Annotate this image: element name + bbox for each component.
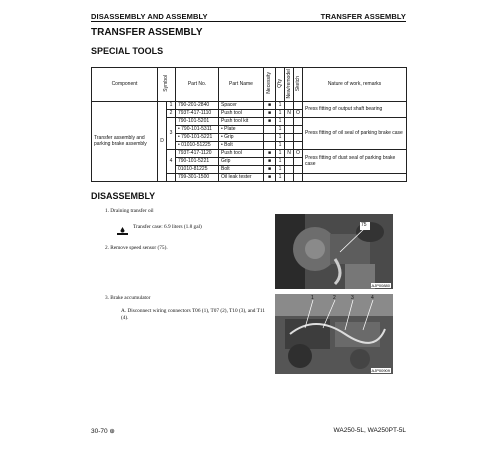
callout-3: 3 bbox=[351, 295, 354, 301]
header-rule bbox=[91, 21, 406, 22]
new-cell bbox=[285, 102, 294, 110]
part-name-cell: Grip bbox=[219, 158, 264, 166]
header-sketch: Sketch bbox=[294, 68, 303, 102]
necessity-cell: ■ bbox=[264, 174, 276, 182]
page-number: 30-70 ⊕ bbox=[91, 428, 115, 435]
qty-cell: 1 bbox=[276, 110, 285, 118]
part-name-cell: Oil leak tester bbox=[219, 174, 264, 182]
new-cell: N bbox=[285, 110, 294, 118]
qty-cell: 1 bbox=[276, 134, 285, 142]
sketch-cell bbox=[294, 126, 303, 134]
header-component: Component bbox=[92, 68, 158, 102]
new-cell bbox=[285, 158, 294, 166]
photo-1-caption: AJP00880 bbox=[371, 283, 390, 288]
header-nature: Nature of work, remarks bbox=[303, 68, 407, 102]
part-name-cell: • Bolt bbox=[219, 142, 264, 150]
oil-drain-icon bbox=[117, 222, 128, 230]
new-cell bbox=[285, 118, 294, 126]
part-no-cell: 793T-417-1120 bbox=[176, 150, 219, 158]
remarks-cell: Press fitting of oil seal of parking brake case bbox=[303, 118, 407, 150]
part-no-cell: 790-101-5221 bbox=[176, 158, 219, 166]
sketch-cell: O bbox=[294, 150, 303, 158]
sketch-cell bbox=[294, 158, 303, 166]
sketch-cell: O bbox=[294, 110, 303, 118]
necessity-cell: ■ bbox=[264, 150, 276, 158]
sketch-cell bbox=[294, 134, 303, 142]
sketch-cell bbox=[294, 174, 303, 182]
necessity-cell: ■ bbox=[264, 166, 276, 174]
component-cell: Transfer assembly and parking brake assembly bbox=[92, 102, 158, 182]
sketch-cell bbox=[294, 166, 303, 174]
new-cell bbox=[285, 134, 294, 142]
photo-2-caption: AJP00909 bbox=[371, 368, 390, 373]
tool-number: 3 bbox=[167, 118, 176, 150]
tool-number: 1 bbox=[167, 102, 176, 110]
necessity-cell: ■ bbox=[264, 158, 276, 166]
necessity-cell bbox=[264, 134, 276, 142]
part-name-cell: Spacer bbox=[219, 102, 264, 110]
step-1: 1. Draining transfer oil bbox=[105, 208, 154, 214]
callout-1: 1 bbox=[311, 295, 314, 301]
section-heading-disassembly: DISASSEMBLY bbox=[91, 191, 156, 201]
necessity-cell bbox=[264, 142, 276, 150]
table-header-row bbox=[92, 68, 407, 102]
remarks-cell-empty bbox=[303, 174, 407, 182]
header-qty: Q'ty bbox=[276, 68, 285, 102]
table-row bbox=[92, 102, 407, 110]
part-no-cell: 799-301-1500 bbox=[176, 174, 219, 182]
tool-number: 2 bbox=[167, 110, 176, 118]
callout-2: 2 bbox=[333, 295, 336, 301]
necessity-cell: ■ bbox=[264, 110, 276, 118]
remarks-cell: Press fitting of dust seal of parking brake case bbox=[303, 150, 407, 174]
remarks-cell: Press fitting of output shaft bearing bbox=[303, 102, 407, 118]
header-new-remodel: New/remodel bbox=[285, 68, 294, 102]
symbol-cell: D bbox=[158, 102, 167, 182]
header-necessity: Necessity bbox=[264, 68, 276, 102]
step-2: 2. Remove speed sensor (75). bbox=[105, 245, 168, 251]
qty-cell: 1 bbox=[276, 150, 285, 158]
section-heading-special-tools: SPECIAL TOOLS bbox=[91, 46, 164, 56]
qty-cell: 1 bbox=[276, 158, 285, 166]
running-header-left: DISASSEMBLY AND ASSEMBLY bbox=[91, 12, 208, 21]
part-no-cell: • 790-101-5311 bbox=[176, 126, 219, 134]
sketch-cell bbox=[294, 118, 303, 126]
new-cell bbox=[285, 126, 294, 134]
part-name-cell: Push tool bbox=[219, 150, 264, 158]
part-no-cell: 790-201-2840 bbox=[176, 102, 219, 110]
running-header-right: TRANSFER ASSEMBLY bbox=[320, 12, 406, 21]
part-name-cell: Push tool bbox=[219, 110, 264, 118]
callout-4: 4 bbox=[371, 295, 374, 301]
header-part-no: Part No. bbox=[176, 68, 219, 102]
part-no-cell: 01010-81225 bbox=[176, 166, 219, 174]
new-cell bbox=[285, 166, 294, 174]
header-part-name: Part Name bbox=[219, 68, 264, 102]
necessity-cell: ■ bbox=[264, 118, 276, 126]
tool-number bbox=[167, 174, 176, 182]
part-no-cell: 790-101-5201 bbox=[176, 118, 219, 126]
callout-75: 75 bbox=[361, 222, 367, 228]
qty-cell: 1 bbox=[276, 174, 285, 182]
qty-cell: 1 bbox=[276, 102, 285, 110]
qty-cell: 1 bbox=[276, 166, 285, 174]
part-name-cell: • Grip bbox=[219, 134, 264, 142]
part-no-cell: • 790-101-5221 bbox=[176, 134, 219, 142]
photo-brake-accumulator bbox=[275, 294, 393, 374]
photo-speed-sensor bbox=[275, 214, 393, 289]
part-name-cell: Bolt bbox=[219, 166, 264, 174]
step-3: 3. Brake accumulator bbox=[105, 295, 151, 301]
part-name-cell: Push tool kit bbox=[219, 118, 264, 126]
page-title: TRANSFER ASSEMBLY bbox=[91, 27, 203, 38]
part-name-cell: • Plate bbox=[219, 126, 264, 134]
tool-number: 4 bbox=[167, 150, 176, 174]
new-cell bbox=[285, 142, 294, 150]
new-cell bbox=[285, 174, 294, 182]
header-symbol: Symbol bbox=[158, 68, 176, 102]
new-cell: N bbox=[285, 150, 294, 158]
part-no-cell: • 01010-51225 bbox=[176, 142, 219, 150]
step-1-detail: Transfer case: 6.9 liters (1.8 gal) bbox=[133, 224, 202, 230]
special-tools-table bbox=[91, 67, 407, 182]
step-3a: A. Disconnect wiring connectors T06 (1), T07 (2), T10 (3), and T11 (4). bbox=[121, 308, 266, 321]
qty-cell: 1 bbox=[276, 118, 285, 126]
necessity-cell bbox=[264, 126, 276, 134]
qty-cell: 1 bbox=[276, 126, 285, 134]
qty-cell: 1 bbox=[276, 142, 285, 150]
model-footer: WA250-5L, WA250PT-5L bbox=[333, 427, 406, 434]
sketch-cell bbox=[294, 102, 303, 110]
part-no-cell: 793T-417-1110 bbox=[176, 110, 219, 118]
necessity-cell: ■ bbox=[264, 102, 276, 110]
sketch-cell bbox=[294, 142, 303, 150]
